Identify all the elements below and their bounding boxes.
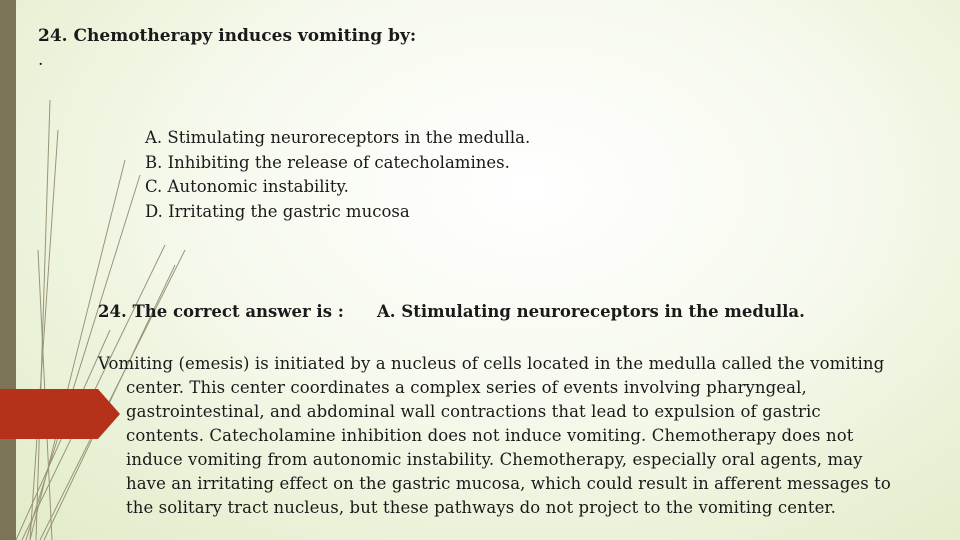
option-c: C. Autonomic instability. (145, 177, 349, 196)
answer-value: A. Stimulating neuroreceptors in the medulla. (377, 302, 805, 321)
question-dot: . (38, 50, 44, 70)
explanation-paragraph: Vomiting (emesis) is initiated by a nucleus of cells located in the medulla called the vomiting center. This center coordinates a complex series of events involving pharyngeal, gastrointestinal, and abdominal wall contractions that lead to expulsion of gastric contents. Catecholamine inhibition does not induce vomiting. Chemotherapy does not induce vomiting from autonomic instability. Chemotherapy, especially oral agents, may have an irritating effect on the gastric mucosa, which could result in afferent messages to the solitary tract nucleus, but these pathways do not project to the vomiting center. (98, 353, 891, 517)
option-b: B. Inhibiting the release of catecholamines. (145, 152, 510, 172)
option-d: D. Irritating the gastric mucosa (145, 201, 410, 221)
deco-line (36, 100, 50, 540)
correct-answer-line (98, 300, 805, 324)
answer-options (145, 126, 530, 224)
option-a: A. Stimulating neuroreceptors in the medulla. (145, 128, 531, 147)
question-title: 24. Chemotherapy induces vomiting by: (38, 26, 417, 46)
answer-label: 24. The correct answer is : (98, 302, 344, 321)
